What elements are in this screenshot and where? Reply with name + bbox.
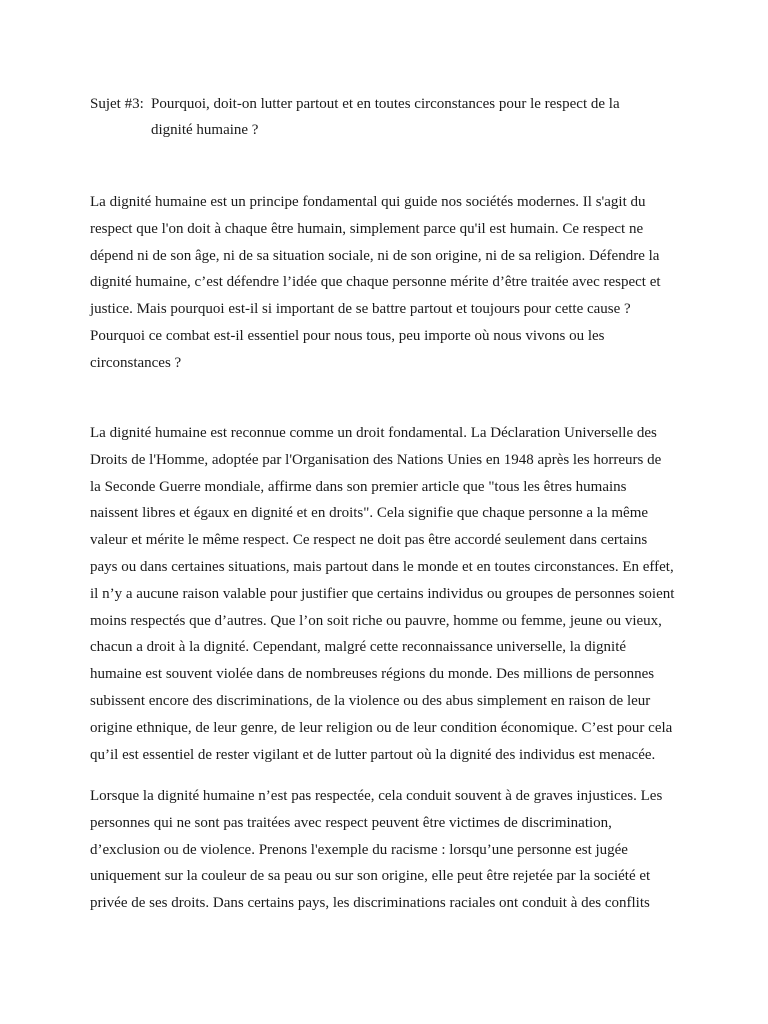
text-line: circonstances ? [90,354,182,371]
text-line: Pourquoi ce combat est-il essentiel pour nous tous, peu importe où nous vivons ou les [90,327,605,344]
text-line: La dignité humaine est reconnue comme un droit fondamental. La Déclaration Universelle des [90,425,657,441]
text-line: naissent libres et égaux en dignité et en droits". Cela signifie que chaque personne a la même [90,505,649,522]
text-line: uniquement sur la couleur de sa peau ou sur son origine, elle peut être rejetée par la société et [90,868,651,885]
text-line: privée de ses droits. Dans certains pays, les discriminations raciales ont conduit à des conflits [90,895,650,912]
text-line: il n’y a aucune raison valable pour justifier que certains individus ou groupes de personnes soient [90,585,675,602]
text-line: La dignité humaine est un principe fondamental qui guide nos sociétés modernes. Il s'agit du [90,194,646,210]
text-line: la Seconde Guerre mondiale, affirme dans son premier article que "tous les êtres humains [90,478,627,495]
text-line: origine ethnique, de leur genre, de leur religion ou de leur condition économique. C’est pour cela [90,719,673,736]
text-line: moins respectés que d’autres. Que l’on soit riche ou pauvre, homme ou femme, jeune ou vieux, [90,612,662,629]
text-line: Lorsque la dignité humaine n’est pas respectée, cela conduit souvent à de graves injustices. Les [90,788,663,804]
text-line: valeur et mérite le même respect. Ce respect ne doit pas être accordé seulement dans certains [90,532,648,549]
text-line: subissent encore des discriminations, de la violence ou des abus simplement en raison de leur [90,692,651,709]
text-line: humaine est souvent violée dans de nombreuses régions du monde. Des millions de personnes [90,666,655,683]
text-line: justice. Mais pourquoi est-il si important de se battre partout et toujours pour cette cause ? [90,301,631,318]
text-line: qu’il est essentiel de rester vigilant et de lutter partout où la dignité des individus est menacée. [90,746,656,763]
subject-question [151,91,671,143]
text-line: respect que l'on doit à chaque être humain, simplement parce qu'il est humain. Ce respect ne [90,220,644,237]
text-line: personnes qui ne sont pas traitées avec respect peuvent être victimes de discrimination, [90,814,612,831]
subject-line: dignité humaine ? [151,122,259,138]
paragraph-introduction [90,189,690,377]
text-line: d’exclusion ou de violence. Prenons l'exemple du racisme : lorsqu’une personne est jugée [90,841,628,858]
paragraph-injustices [90,783,690,917]
text-line: chacun a droit à la dignité. Cependant, malgré cette reconnaissance universelle, la dignité [90,639,627,656]
subject-line: Pourquoi, doit-on lutter partout et en toutes circonstances pour le respect de la [151,96,620,112]
text-line: dignité humaine, c’est défendre l’idée que chaque personne mérite d’être traitée avec respect et [90,274,661,291]
text-line: dépend ni de son âge, ni de sa situation sociale, ni de son origine, ni de sa religion. Défendre la [90,247,660,264]
paragraph-declaration [90,420,690,768]
subject-heading [90,91,690,143]
text-line: pays ou dans certaines situations, mais partout dans le monde et en toutes circonstances. En effet, [90,558,674,575]
text-line: Droits de l'Homme, adoptée par l'Organisation des Nations Unies en 1948 après les horreurs de [90,451,662,468]
subject-label: Sujet #3: [90,96,144,112]
